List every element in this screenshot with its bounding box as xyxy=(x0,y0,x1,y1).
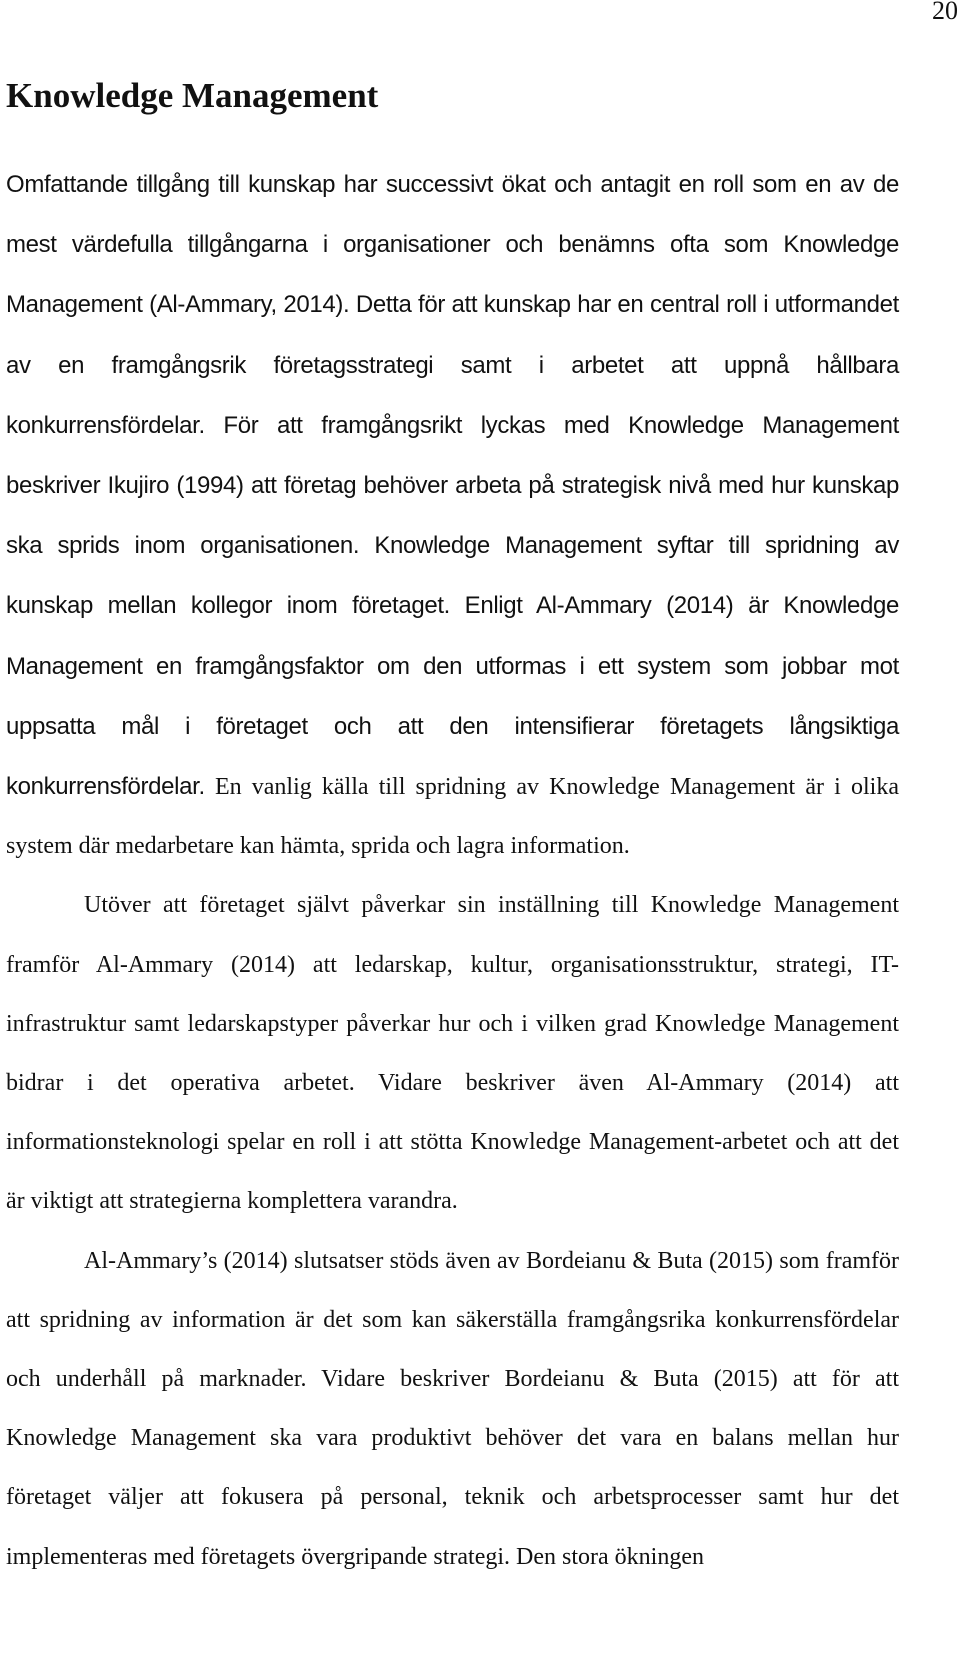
section-heading: Knowledge Management xyxy=(6,76,379,115)
paragraph-1-final-sentence: En vanlig källa till spridning av Knowledge Management är i olika system där medarbetare kan hämta, sprida och lagra information. xyxy=(6,774,899,860)
paragraph-2: Utöver att företaget självt påverkar sin inställning till Knowledge Management framför Al-Ammary (2014) att ledarskap, kultur, organisationsstruktur, strategi, IT-infrastruktur samt ledarskapstyper påverkar hur och i vilken grad Knowledge Management bidrar i det operativa arbetet. Vidare beskriver även Al-Ammary (2014) att informationsteknologi spelar en roll i att stötta Knowledge Management-arbetet och att det är viktigt att strategierna komplettera varandra. xyxy=(6,892,899,1215)
paragraph-1 xyxy=(6,155,899,876)
body-text xyxy=(6,155,899,1587)
paragraph-1-main-text: Omfattande tillgång till kunskap har successivt ökat och antagit en roll som en av de mest värdefulla tillgångarna i organisationer och benämns ofta som Knowledge Management (Al-Ammary, 2014). Detta för att kunskap har en central roll i utformandet av en framgångsrik företagsstrategi samt i arbetet att uppnå hållbara konkurrensfördelar. För att framgångsrikt lyckas med Knowledge Management beskriver Ikujiro (1994) att företag behöver arbeta på strategisk nivå med hur kunskap ska sprids inom organisationen. Knowledge Management syftar till spridning av kunskap mellan kollegor inom företaget. Enligt Al-Ammary (2014) är Knowledge Management en framgångsfaktor om den utformas i ett system som jobbar mot uppsatta mål i företaget och att den intensifierar företagets långsiktiga konkurrensfördelar. xyxy=(6,171,899,801)
paragraph-3: Al-Ammary’s (2014) slutsatser stöds även av Bordeianu & Buta (2015) som framför att spridning av information är det som kan säkerställa framgångsrika konkurrensfördelar och underhåll på marknader. Vidare beskriver Bordeianu & Buta (2015) att för att Knowledge Management ska vara produktivt behöver det vara en balans mellan hur företaget väljer att fokusera på personal, teknik och arbetsprocesser samt hur det implementeras med företagets övergripande strategi. Den stora ökningen xyxy=(6,1247,899,1570)
page-number: 20 xyxy=(932,0,958,25)
